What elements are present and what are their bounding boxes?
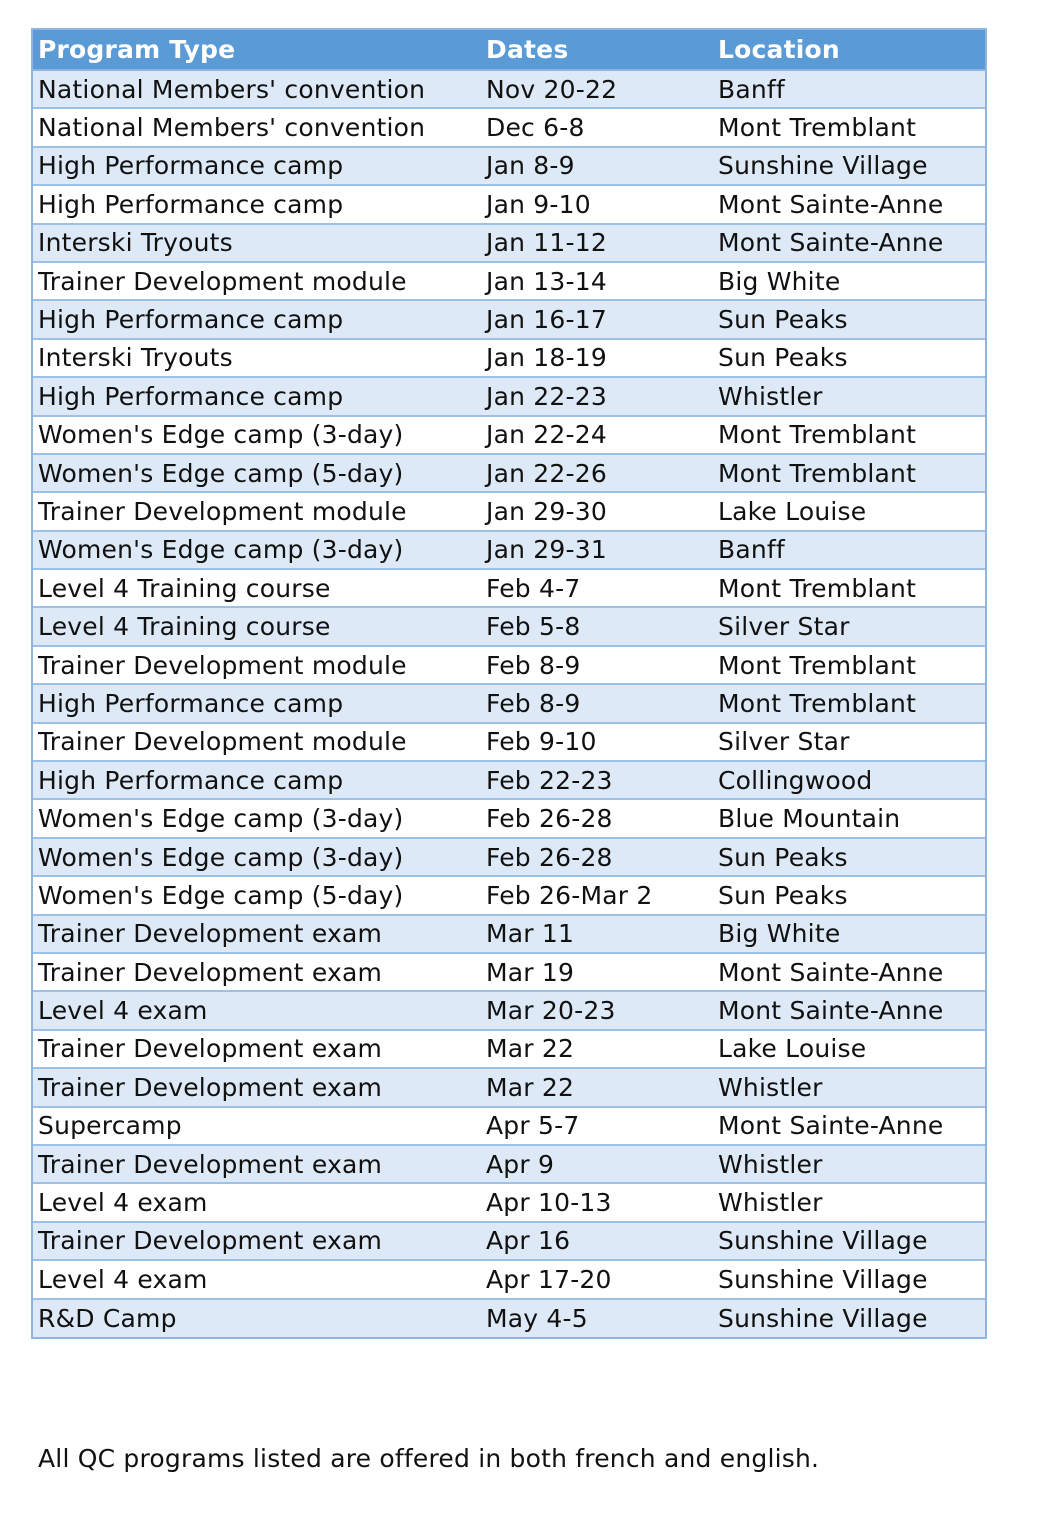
- cell-location: Mont Tremblant: [713, 454, 985, 492]
- column-header-dates: Dates: [481, 30, 713, 70]
- cell-program-type: High Performance camp: [33, 300, 481, 338]
- table-row: [33, 646, 985, 684]
- table-row: [33, 684, 985, 722]
- table-row: [33, 377, 985, 415]
- cell-program-type: Women's Edge camp (3-day): [33, 838, 481, 876]
- table-row: [33, 147, 985, 185]
- cell-location: Mont Sainte-Anne: [713, 1107, 985, 1145]
- table-row: [33, 339, 985, 377]
- header-row: [33, 30, 985, 70]
- cell-program-type: Level 4 exam: [33, 991, 481, 1029]
- cell-location: Mont Sainte-Anne: [713, 185, 985, 223]
- cell-program-type: Supercamp: [33, 1107, 481, 1145]
- table-row: [33, 1030, 985, 1068]
- cell-location: Mont Tremblant: [713, 684, 985, 722]
- cell-dates: Feb 26-28: [481, 799, 713, 837]
- cell-location: Mont Tremblant: [713, 108, 985, 146]
- cell-location: Silver Star: [713, 607, 985, 645]
- cell-dates: Jan 9-10: [481, 185, 713, 223]
- table-row: [33, 723, 985, 761]
- cell-location: Mont Tremblant: [713, 569, 985, 607]
- cell-dates: Feb 9-10: [481, 723, 713, 761]
- cell-program-type: Trainer Development exam: [33, 1068, 481, 1106]
- table-row: [33, 953, 985, 991]
- table-row: [33, 1145, 985, 1183]
- cell-dates: Jan 18-19: [481, 339, 713, 377]
- table-row: [33, 838, 985, 876]
- cell-dates: Jan 29-30: [481, 492, 713, 530]
- cell-program-type: R&D Camp: [33, 1299, 481, 1337]
- cell-program-type: Interski Tryouts: [33, 339, 481, 377]
- column-header-program-type: Program Type: [33, 30, 481, 70]
- cell-location: Sun Peaks: [713, 300, 985, 338]
- cell-program-type: Level 4 Training course: [33, 569, 481, 607]
- cell-location: Mont Sainte-Anne: [713, 224, 985, 262]
- cell-dates: Feb 26-Mar 2: [481, 876, 713, 914]
- table-row: [33, 454, 985, 492]
- table-row: [33, 799, 985, 837]
- table-row: [33, 108, 985, 146]
- cell-program-type: High Performance camp: [33, 147, 481, 185]
- cell-location: Banff: [713, 531, 985, 569]
- cell-dates: Feb 22-23: [481, 761, 713, 799]
- cell-program-type: Women's Edge camp (5-day): [33, 454, 481, 492]
- cell-dates: Jan 22-23: [481, 377, 713, 415]
- cell-program-type: High Performance camp: [33, 761, 481, 799]
- cell-dates: Nov 20-22: [481, 70, 713, 108]
- cell-dates: Feb 4-7: [481, 569, 713, 607]
- table-row: [33, 1299, 985, 1337]
- cell-dates: Feb 5-8: [481, 607, 713, 645]
- column-header-location: Location: [713, 30, 985, 70]
- cell-location: Sunshine Village: [713, 1260, 985, 1298]
- program-schedule-table-container: [31, 28, 987, 1339]
- cell-program-type: Trainer Development exam: [33, 1030, 481, 1068]
- cell-location: Sun Peaks: [713, 339, 985, 377]
- table-row: [33, 915, 985, 953]
- cell-program-type: High Performance camp: [33, 377, 481, 415]
- cell-dates: Mar 20-23: [481, 991, 713, 1029]
- cell-dates: Mar 22: [481, 1030, 713, 1068]
- table-row: [33, 1183, 985, 1221]
- table-row: [33, 185, 985, 223]
- cell-program-type: Trainer Development module: [33, 492, 481, 530]
- cell-location: Lake Louise: [713, 492, 985, 530]
- table-row: [33, 761, 985, 799]
- cell-program-type: Level 4 Training course: [33, 607, 481, 645]
- cell-dates: Apr 16: [481, 1222, 713, 1260]
- cell-program-type: Trainer Development exam: [33, 915, 481, 953]
- cell-location: Sun Peaks: [713, 876, 985, 914]
- cell-program-type: Trainer Development exam: [33, 1145, 481, 1183]
- cell-program-type: Interski Tryouts: [33, 224, 481, 262]
- cell-location: Mont Sainte-Anne: [713, 953, 985, 991]
- cell-dates: Mar 19: [481, 953, 713, 991]
- cell-program-type: Women's Edge camp (3-day): [33, 531, 481, 569]
- footnote: All QC programs listed are offered in both french and english.: [38, 1444, 820, 1473]
- cell-dates: Jan 11-12: [481, 224, 713, 262]
- table-row: [33, 1068, 985, 1106]
- cell-dates: Mar 22: [481, 1068, 713, 1106]
- cell-dates: Jan 22-26: [481, 454, 713, 492]
- cell-location: Sunshine Village: [713, 1299, 985, 1337]
- program-schedule-table: [33, 30, 985, 1337]
- cell-dates: Dec 6-8: [481, 108, 713, 146]
- cell-dates: Jan 29-31: [481, 531, 713, 569]
- cell-program-type: Trainer Development module: [33, 646, 481, 684]
- cell-program-type: Trainer Development module: [33, 723, 481, 761]
- table-row: [33, 607, 985, 645]
- cell-location: Sun Peaks: [713, 838, 985, 876]
- cell-program-type: Level 4 exam: [33, 1183, 481, 1221]
- cell-location: Mont Tremblant: [713, 416, 985, 454]
- table-row: [33, 1260, 985, 1298]
- cell-program-type: Women's Edge camp (3-day): [33, 416, 481, 454]
- cell-location: Big White: [713, 915, 985, 953]
- cell-location: Whistler: [713, 377, 985, 415]
- cell-location: Collingwood: [713, 761, 985, 799]
- cell-dates: Jan 16-17: [481, 300, 713, 338]
- cell-location: Big White: [713, 262, 985, 300]
- table-row: [33, 991, 985, 1029]
- table-row: [33, 224, 985, 262]
- cell-dates: Apr 17-20: [481, 1260, 713, 1298]
- cell-program-type: Trainer Development exam: [33, 953, 481, 991]
- cell-program-type: Trainer Development exam: [33, 1222, 481, 1260]
- table-row: [33, 569, 985, 607]
- cell-program-type: Level 4 exam: [33, 1260, 481, 1298]
- table-row: [33, 492, 985, 530]
- cell-program-type: High Performance camp: [33, 185, 481, 223]
- cell-program-type: National Members' convention: [33, 108, 481, 146]
- cell-dates: Jan 22-24: [481, 416, 713, 454]
- cell-location: Whistler: [713, 1183, 985, 1221]
- cell-location: Lake Louise: [713, 1030, 985, 1068]
- cell-dates: Apr 5-7: [481, 1107, 713, 1145]
- cell-location: Sunshine Village: [713, 147, 985, 185]
- cell-dates: Feb 8-9: [481, 684, 713, 722]
- table-row: [33, 876, 985, 914]
- cell-program-type: Women's Edge camp (5-day): [33, 876, 481, 914]
- table-row: [33, 1222, 985, 1260]
- cell-program-type: National Members' convention: [33, 70, 481, 108]
- table-row: [33, 70, 985, 108]
- cell-dates: Mar 11: [481, 915, 713, 953]
- cell-location: Blue Mountain: [713, 799, 985, 837]
- cell-dates: May 4-5: [481, 1299, 713, 1337]
- cell-location: Mont Tremblant: [713, 646, 985, 684]
- cell-program-type: Women's Edge camp (3-day): [33, 799, 481, 837]
- table-row: [33, 416, 985, 454]
- cell-location: Banff: [713, 70, 985, 108]
- cell-location: Mont Sainte-Anne: [713, 991, 985, 1029]
- table-body: [33, 70, 985, 1337]
- table-header: [33, 30, 985, 70]
- cell-dates: Jan 13-14: [481, 262, 713, 300]
- cell-program-type: Trainer Development module: [33, 262, 481, 300]
- cell-location: Sunshine Village: [713, 1222, 985, 1260]
- table-row: [33, 531, 985, 569]
- cell-location: Whistler: [713, 1068, 985, 1106]
- table-row: [33, 1107, 985, 1145]
- cell-location: Whistler: [713, 1145, 985, 1183]
- cell-dates: Jan 8-9: [481, 147, 713, 185]
- cell-dates: Feb 26-28: [481, 838, 713, 876]
- table-row: [33, 262, 985, 300]
- table-row: [33, 300, 985, 338]
- cell-dates: Feb 8-9: [481, 646, 713, 684]
- cell-dates: Apr 9: [481, 1145, 713, 1183]
- cell-program-type: High Performance camp: [33, 684, 481, 722]
- cell-location: Silver Star: [713, 723, 985, 761]
- cell-dates: Apr 10-13: [481, 1183, 713, 1221]
